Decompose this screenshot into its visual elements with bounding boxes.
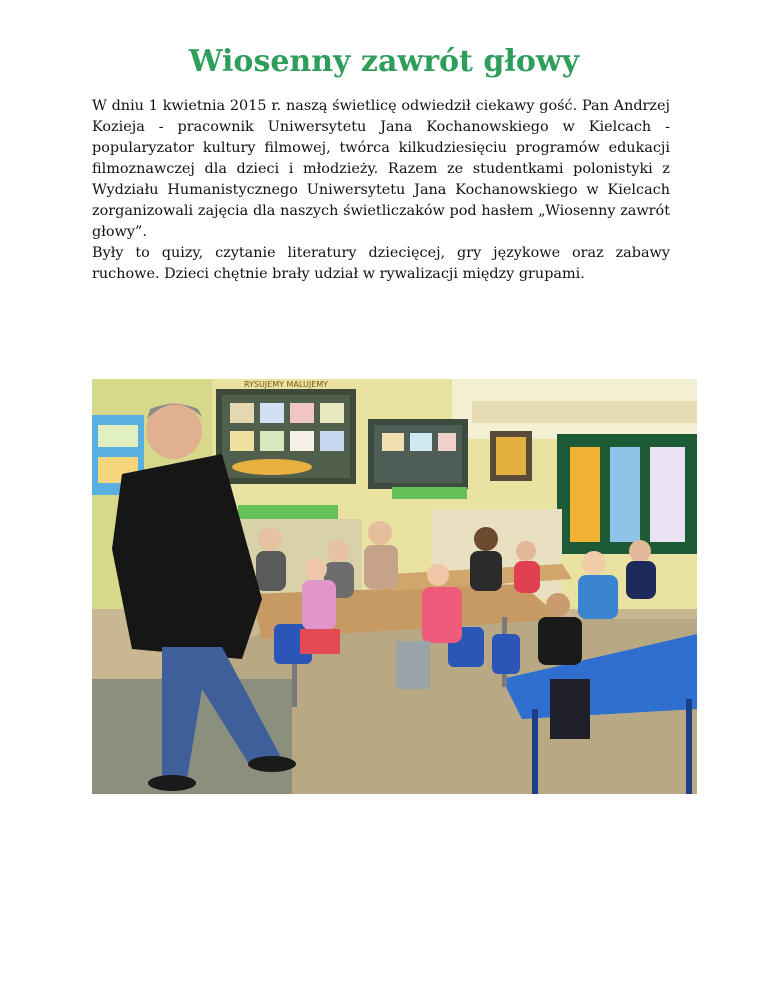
article-body (92, 96, 670, 285)
page-title: Wiosenny zawrót głowy (188, 44, 580, 79)
board-banner: RYSUJEMY MALUJEMY (243, 380, 329, 389)
article-paragraph: Były to quizy, czytanie literatury dziecięcej, gry językowe oraz zabawy ruchowe. Dzieci chętnie brały udział w rywalizacji między grupami. (92, 245, 670, 282)
article-paragraph: W dniu 1 kwietnia 2015 r. naszą świetlicę odwiedził ciekawy gość. Pan Andrzej Kozieja - pracownik Uniwersytetu Jana Kochanowskiego w Kielcach - popularyzator kultury filmowej, twórca kilkudziesięciu programów edukacji filmoznawczej dla dzieci i młodzieży. Razem ze studentkami polonistyki z Wydziału Humanistycznego Uniwersytetu Jana Kochanowskiego w Kielcach zorganizowali zajęcia dla naszych świetliczaków pod hasłem „Wiosenny zawrót głowy”. (92, 98, 670, 240)
classroom-photo (92, 379, 697, 794)
